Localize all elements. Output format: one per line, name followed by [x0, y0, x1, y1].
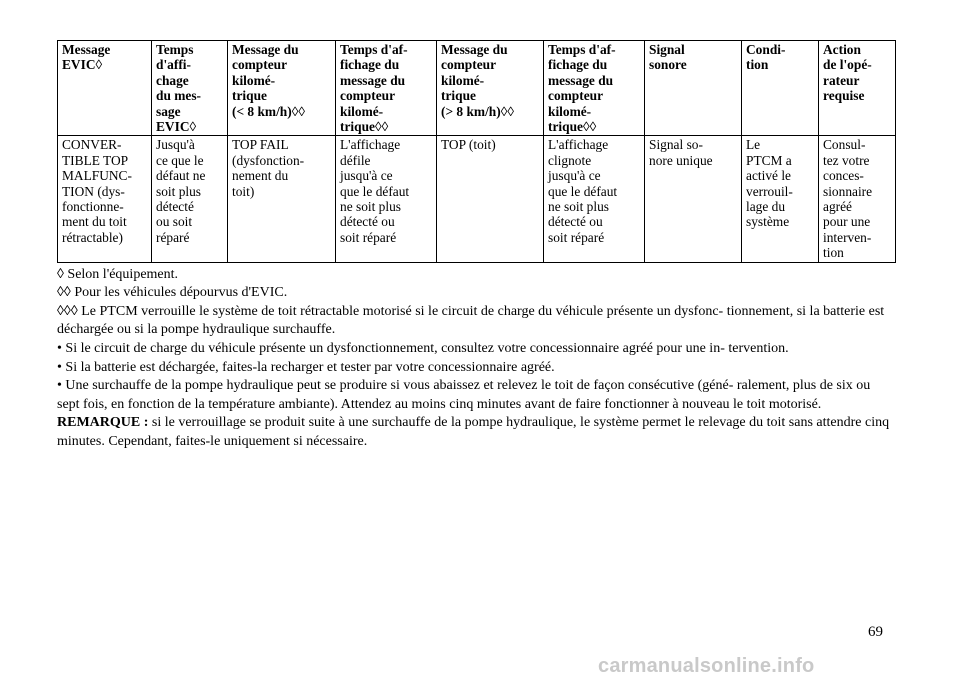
watermark-text: carmanualsonline.info	[598, 655, 815, 677]
header-evic-display-time: Temps d'affi- chage du mes- sage EVIC◊	[152, 41, 228, 136]
table-cell: Jusqu'à ce que le défaut ne soit plus détecté ou soit réparé	[152, 136, 228, 262]
table-cell: TOP (toit)	[437, 136, 544, 262]
footnote-1: ◊ Selon l'équipement.	[57, 266, 179, 282]
bullet-battery: • Si la batterie est déchargée, faites-la recharger et tester par votre concessionnaire agréé.	[57, 359, 555, 375]
bullet-charging-circuit: • Si le circuit de charge du véhicule présente un dysfonctionnement, consultez votre concessionnaire agréé pour une in- tervention.	[57, 341, 789, 357]
remark-label: REMARQUE :	[57, 415, 149, 431]
table-cell: Consul- tez votre conces- sionnaire agréé pour une interven- tion	[819, 136, 896, 262]
header-odometer-display-time-high-speed: Temps d'af- fichage du message du compteur kilomé- trique◊◊	[544, 41, 645, 136]
evic-message-table	[57, 40, 896, 263]
header-audible-signal: Signal sonore	[645, 41, 742, 136]
bullet-pump-overheat: • Une surchauffe de la pompe hydraulique peut se produire si vous abaissez et relevez le toit de façon consécutive (géné- ralement, plus de six ou sept fois, en fonction de la température ambiante). Attendez au moins cinq minutes avant de faire fonctionner à nouveau le toit motorisé.	[57, 378, 871, 412]
table-cell: L'affichage clignote jusqu'à ce que le défaut ne soit plus détecté ou soit réparé	[544, 136, 645, 262]
footnote-3: ◊◊◊ Le PTCM verrouille le système de toit rétractable motorisé si le circuit de charge du véhicule présente un dysfonc- tionnement, si la batterie est déchargée ou si la pompe hydraulique surchauffe.	[57, 303, 885, 338]
footnote-2: ◊◊ Pour les véhicules dépourvus d'EVIC.	[57, 285, 288, 301]
header-condition: Condi- tion	[742, 41, 819, 136]
header-odometer-message-low-speed: Message du compteur kilomé- trique (< 8 km/h)◊◊	[228, 41, 336, 136]
table-row	[58, 136, 896, 262]
page-number: 69	[868, 624, 883, 640]
header-odometer-display-time-low-speed: Temps d'af- fichage du message du compteur kilomé- trique◊◊	[336, 41, 437, 136]
footnotes	[57, 266, 895, 452]
table-cell: CONVER- TIBLE TOP MALFUNC- TION (dys- fonctionne- ment du toit rétractable)	[58, 136, 152, 262]
table-cell: L'affichage défile jusqu'à ce que le défaut ne soit plus détecté ou soit réparé	[336, 136, 437, 262]
remark-text: si le verrouillage se produit suite à une surchauffe de la pompe hydraulique, le système permet le relevage du toit sans attendre cinq minutes. Cependant, faites-le uniquement si nécessaire.	[57, 415, 890, 450]
table-header-row	[58, 41, 896, 136]
manual-page	[57, 40, 895, 452]
remark	[57, 414, 895, 451]
header-operator-action: Action de l'opé- rateur requise	[819, 41, 896, 136]
table-cell: Le PTCM a activé le verrouil- lage du système	[742, 136, 819, 262]
table-cell: TOP FAIL (dysfonction- nement du toit)	[228, 136, 336, 262]
header-evic-message: Message EVIC◊	[58, 41, 152, 136]
header-odometer-message-high-speed: Message du compteur kilomé- trique (> 8 km/h)◊◊	[437, 41, 544, 136]
table-cell: Signal so- nore unique	[645, 136, 742, 262]
